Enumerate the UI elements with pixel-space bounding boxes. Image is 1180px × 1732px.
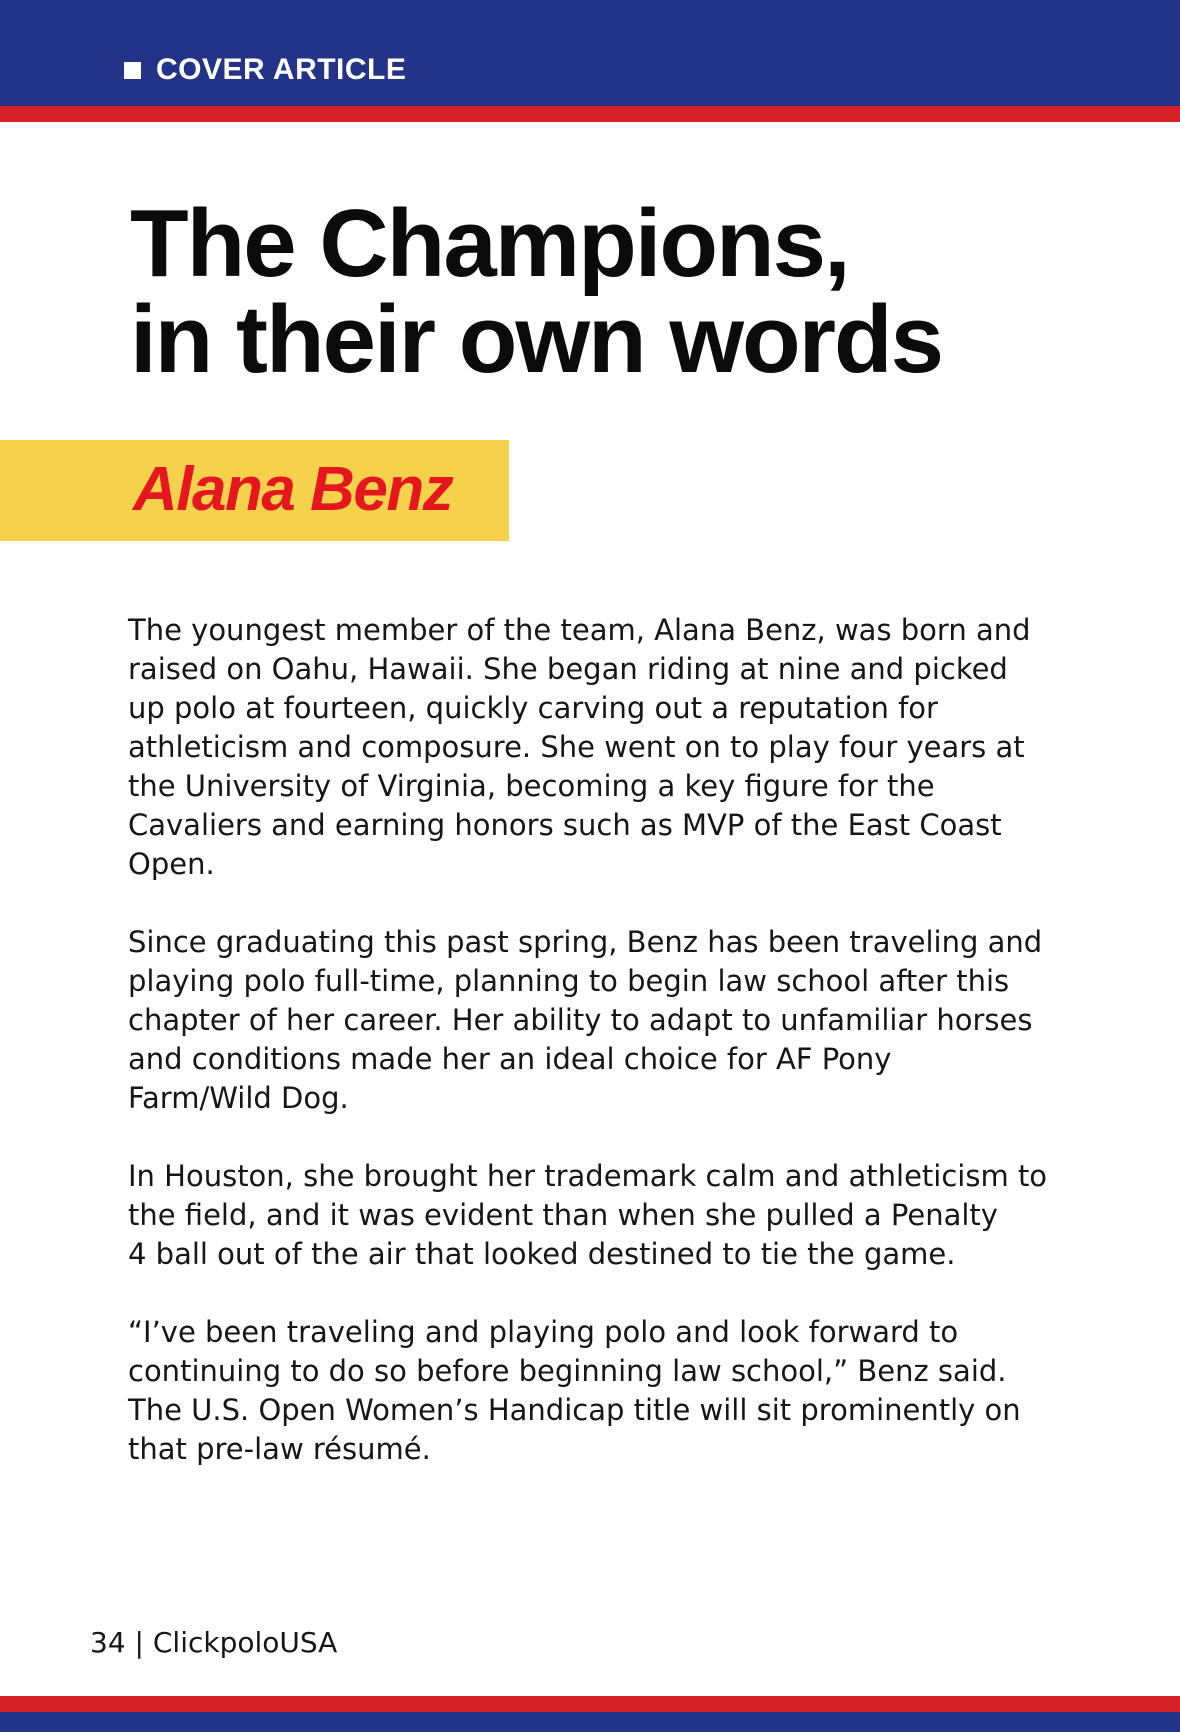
headline-line-2: in their own words <box>130 286 943 393</box>
paragraph-2: Since graduating this past spring, Benz has been traveling and playing polo full-time, planning to begin law school after this chapter of her career. Her ability to adapt to unfamiliar horses and conditions made her an ideal choice for AF Pony Farm/Wild Dog. <box>128 925 1043 1115</box>
square-bullet-icon <box>124 62 141 79</box>
section-label-text: COVER ARTICLE <box>156 53 407 86</box>
footer-red-stripe <box>0 1696 1180 1712</box>
section-label <box>124 50 406 90</box>
headline-line-1: The Champions, <box>130 190 849 297</box>
article-body <box>128 611 1088 1508</box>
page-footer: 34 | ClickpoloUSA <box>90 1626 338 1659</box>
paragraph-3: In Houston, she brought her trademark calm and athleticism to the field, and it was evident than when she pulled a Penalty 4 ball out of the air that looked destined to tie the game. <box>128 1159 1048 1271</box>
paragraph-1: The youngest member of the team, Alana Benz, was born and raised on Oahu, Hawaii. She began riding at nine and picked up polo at fourteen, quickly carving out a reputation for athleticism and composure. She went on to play four years at the University of Virginia, becoming a key figure for the Cavaliers and earning honors such as MVP of the East Coast Open. <box>128 613 1031 881</box>
header-red-stripe <box>0 106 1180 122</box>
article-headline <box>130 190 943 393</box>
paragraph-4: “I’ve been traveling and playing polo and look forward to continuing to do so before beginning law school,” Benz said. The U.S. Open Women’s Handicap title will sit prominently on that pre-law résumé. <box>128 1315 1021 1466</box>
footer-band <box>0 1712 1180 1732</box>
player-name: Alana Benz <box>133 455 453 524</box>
